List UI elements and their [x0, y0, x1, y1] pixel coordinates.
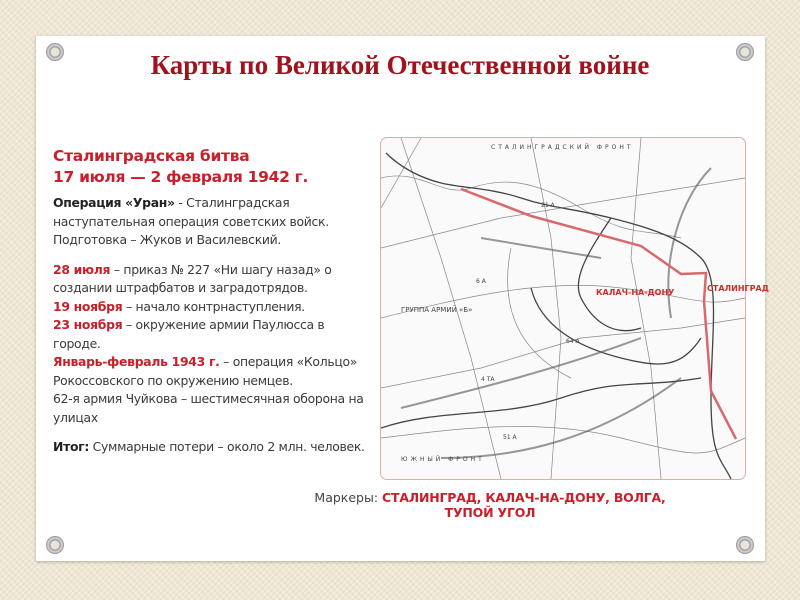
heading-line2: 17 июля — 2 февраля 1942 г.: [53, 168, 309, 186]
result-paragraph: [53, 438, 373, 457]
date-label: 23 ноября: [53, 317, 123, 332]
result-label: Итог:: [53, 439, 89, 454]
map-label-south-front: ЮЖНЫЙ ФРОНТ: [401, 456, 485, 463]
chuikov-text: 62-я армия Чуйкова – шестимесячная оборона на улицах: [53, 391, 364, 425]
date-label: Январь-февраль 1943 г.: [53, 354, 220, 369]
heading-line1: Сталинградская битва: [53, 147, 250, 165]
date-label: 28 июля: [53, 261, 111, 277]
markers-line: [300, 490, 680, 520]
slide-title: Карты по Великой Отечественной войне: [150, 50, 650, 80]
battle-map: [380, 137, 769, 480]
arrow-line: [401, 338, 641, 408]
event-text: – приказ № 227 «Ни шагу назад» о создании штрафбатов и заградотрядов.: [53, 261, 332, 295]
map-label-kalach: КАЛАЧ-НА-ДОНУ: [596, 288, 675, 297]
arrow-line: [481, 238, 601, 258]
river-line: [578, 218, 641, 331]
uran-paragraph: [53, 194, 373, 250]
map-label-front: СТАЛИНГРАДСКИЙ ФРОНТ: [491, 144, 634, 151]
arrow-line: [441, 378, 681, 458]
uran-text: - Сталинградская наступательная операция советских войск. Подготовка – Жуков и Василевский.: [53, 195, 329, 247]
date-label: 19 ноября: [53, 298, 123, 314]
river-line: [531, 288, 701, 364]
markers-label: Маркеры:: [314, 490, 383, 505]
uran-label: Операция «Уран»: [53, 195, 175, 210]
map-label-army: 4 ТА: [481, 376, 495, 383]
event-text: – окружение армии Паулюсса в городе.: [53, 317, 325, 351]
map-label-army: 21 А: [541, 202, 555, 209]
text-block: [53, 146, 373, 457]
river-line: [381, 378, 701, 428]
map-label-stalingrad: СТАЛИНГРАД: [707, 284, 769, 293]
event-nov19: [53, 298, 373, 317]
event-jan-feb: [53, 353, 373, 390]
event-text: – начало контрнаступления.: [122, 298, 305, 314]
road-line: [631, 138, 661, 479]
road-line: [381, 178, 745, 248]
result-text: Суммарные потери – около 2 млн. человек.: [89, 439, 365, 454]
map-label-army: 51 А: [503, 434, 517, 441]
front-line: [461, 189, 736, 439]
map-label-army: 6 А: [476, 278, 486, 285]
pin-icon: [736, 536, 754, 554]
map-label-army-group: ГРУППА АРМИЙ «Б»: [401, 306, 473, 314]
map-label-army: 64 А: [566, 338, 580, 345]
event-jul28: [53, 261, 373, 298]
road-line: [508, 248, 571, 378]
markers-values: СТАЛИНГРАД, КАЛАЧ-НА-ДОНУ, ВОЛГА, ТУПОЙ УГОЛ: [382, 490, 666, 520]
road-line: [381, 176, 681, 238]
pin-icon: [46, 536, 64, 554]
road-line: [381, 318, 745, 388]
event-text: – операция «Кольцо» Рокоссовского по окружению немцев.: [53, 354, 358, 388]
event-nov23: [53, 316, 373, 353]
